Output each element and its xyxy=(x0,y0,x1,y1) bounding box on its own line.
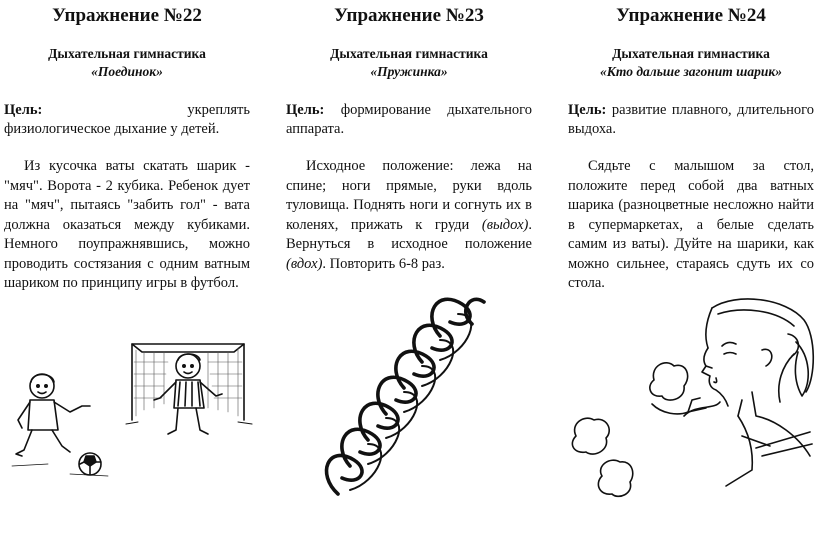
goal-label: Цель: xyxy=(568,102,607,118)
goal-text: формирование дыхательного аппарата. xyxy=(286,102,532,137)
exercise-title: Упражнение №22 xyxy=(52,5,202,26)
exercise-title: Упражнение №24 xyxy=(616,5,766,26)
exercise-subtitle xyxy=(286,45,532,81)
girl-illustration xyxy=(566,296,816,540)
description-part: . Вернуться в исходное положение xyxy=(286,216,532,252)
exercise-description: Сядьте с малышом за стол, положите перед собой два ватных шарика (разноцветные несложно найти в супермаркетах, а белые сделать самим из ваты). Дуйте на шарики, как можно сильнее, стараясь сдуть их со стола. xyxy=(568,158,814,291)
football-illustration xyxy=(8,338,258,488)
exercise-goal xyxy=(568,101,814,139)
exercise-category: Дыхательная гимнастика xyxy=(330,46,488,61)
exercise-subtitle xyxy=(568,45,814,81)
exercise-subtitle xyxy=(4,45,250,81)
exercise-goal xyxy=(286,101,532,139)
inhale-note: (вдох) xyxy=(286,255,323,272)
description-part: . Повторить 6-8 раз. xyxy=(322,255,445,272)
football-kids-drawing xyxy=(8,338,258,488)
game-name: «Поединок» xyxy=(91,64,163,79)
spring-coil-drawing xyxy=(298,294,548,504)
exercise-title: Упражнение №23 xyxy=(334,5,484,26)
game-name: «Пружинка» xyxy=(370,64,448,79)
girl-blowing-cotton-balls-drawing xyxy=(566,296,816,540)
exercise-category: Дыхательная гимнастика xyxy=(612,46,770,61)
description-part: Исходное положение: лежа на спине; ноги прямые, руки вдоль туловища. Поднять ноги и согнуть их в коленях, прижать к груди xyxy=(286,158,532,233)
spring-illustration xyxy=(298,294,548,504)
game-name: «Кто дальше загонит шарик» xyxy=(600,64,782,79)
goal-text-line1: укреплять xyxy=(187,102,250,118)
goal-label: Цель: xyxy=(286,102,325,118)
exercise-goal xyxy=(4,101,250,139)
exhale-note: (выдох) xyxy=(481,216,529,233)
goal-text: развитие плавного, длительного выдоха. xyxy=(568,102,814,137)
goal-label: Цель: xyxy=(4,102,43,118)
goal-text-line2: физиологическое дыхание у детей. xyxy=(4,121,220,137)
exercise-category: Дыхательная гимнастика xyxy=(48,46,206,61)
exercise-description: Из кусочка ваты скатать шарик - "мяч". Ворота - 2 кубика. Ребенок дует на "мяч", пытаясь "забить гол" - вата должна оказаться между кубиками. Немного поупражнявшись, можно проводить состязания с одним ватным шариком по принципу игры в футбол. xyxy=(4,158,250,291)
exercise-description xyxy=(286,157,532,274)
